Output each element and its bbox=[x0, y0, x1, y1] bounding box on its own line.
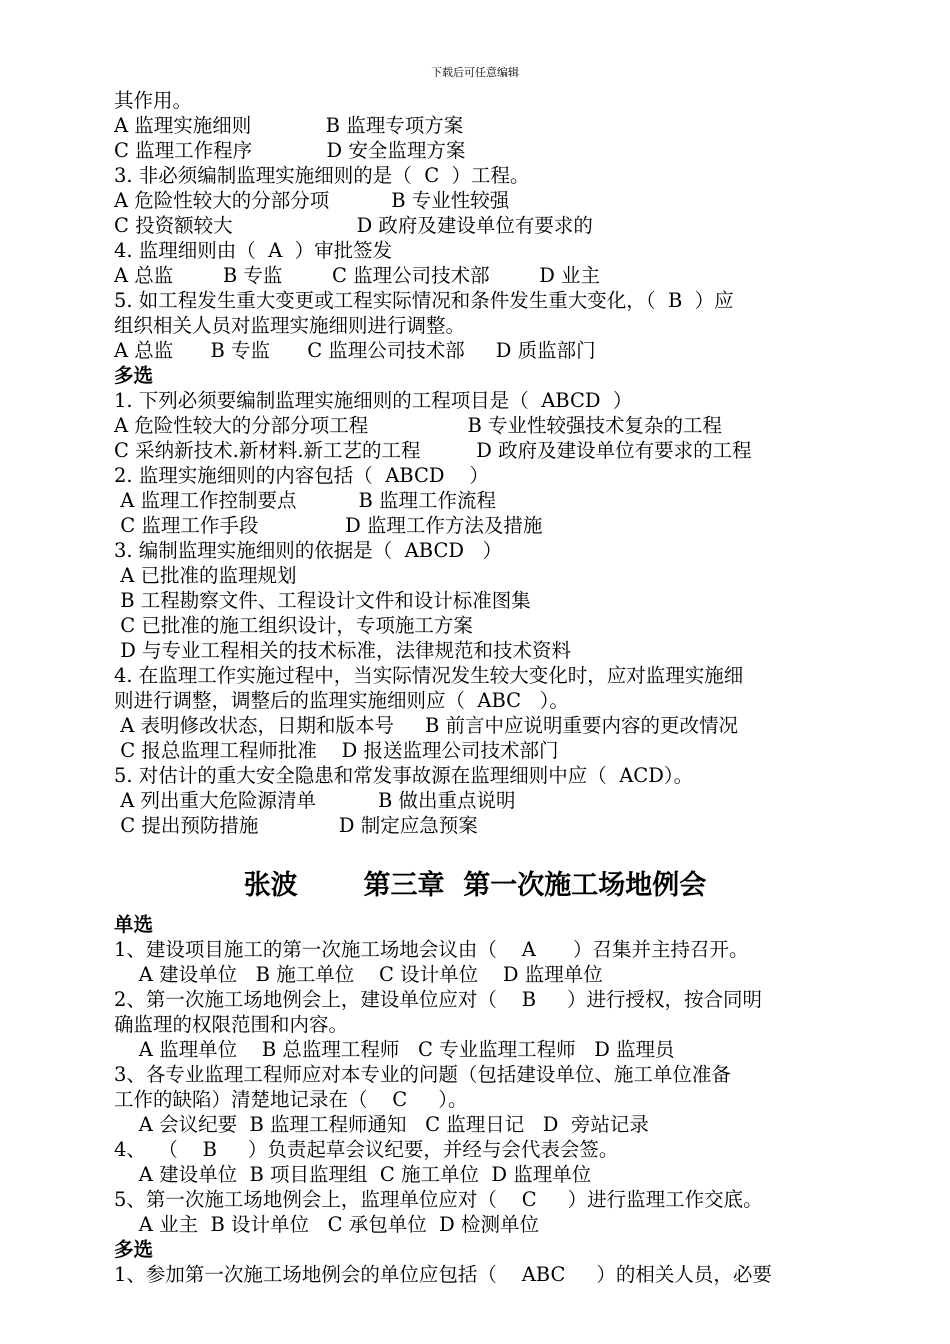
option-line: C 采纳新技术.新材料.新工艺的工程 D 政府及建设单位有要求的工程 bbox=[114, 439, 752, 462]
section-heading-single: 单选 bbox=[114, 913, 154, 936]
text-line: 其作用。 bbox=[114, 89, 193, 112]
question-line: 3. 编制监理实施细则的依据是（ ABCD ） bbox=[114, 539, 503, 562]
question-line: 1、参加第一次施工场地例会的单位应包括（ ABC ）的相关人员，必要 bbox=[114, 1263, 772, 1286]
option-line: D 与专业工程相关的技术标准，法律规范和技术资料 bbox=[114, 639, 572, 662]
option-line: C 监理工作程序 D 安全监理方案 bbox=[114, 139, 466, 162]
option-line: A 会议纪要 B 监理工程师通知 C 监理日记 D 旁站记录 bbox=[114, 1113, 649, 1136]
question-line: 组织相关人员对监理实施细则进行调整。 bbox=[114, 314, 466, 337]
question-line: 4. 监理细则由（ A ）审批签发 bbox=[114, 239, 393, 262]
option-line: C 提出预防措施 D 制定应急预案 bbox=[114, 814, 478, 837]
question-line: 3、各专业监理工程师应对本专业的问题（包括建设单位、施工单位准备 bbox=[114, 1063, 731, 1086]
question-line: 则进行调整，调整后的监理实施细则应（ ABC ）。 bbox=[114, 689, 569, 712]
question-line: 1、建设项目施工的第一次施工场地会议由（ A ）召集并主持召开。 bbox=[114, 938, 749, 961]
question-line: 工作的缺陷）清楚地记录在（ C ）。 bbox=[114, 1088, 468, 1111]
option-line: B 工程勘察文件、工程设计文件和设计标准图集 bbox=[114, 589, 531, 612]
option-line: A 建设单位 B 项目监理组 C 施工单位 D 监理单位 bbox=[114, 1163, 592, 1186]
section-heading-multi: 多选 bbox=[114, 364, 154, 387]
option-line: A 监理实施细则 B 监理专项方案 bbox=[114, 114, 464, 137]
option-line: A 总监 B 专监 C 监理公司技术部 D 业主 bbox=[114, 264, 601, 287]
question-line: 3. 非必须编制监理实施细则的是（ C ）工程。 bbox=[114, 164, 530, 187]
question-line: 4、 （ B ）负责起草会议纪要，并经与会代表会签。 bbox=[114, 1138, 619, 1161]
question-line: 确监理的权限范围和内容。 bbox=[114, 1013, 349, 1036]
option-line: A 危险性较大的分部分项 B 专业性较强 bbox=[114, 189, 510, 212]
section-heading-multi: 多选 bbox=[114, 1238, 154, 1261]
question-line: 2. 监理实施细则的内容包括（ ABCD ） bbox=[114, 464, 489, 487]
option-line: A 监理工作控制要点 B 监理工作流程 bbox=[114, 489, 496, 512]
option-line: A 表明修改状态，日期和版本号 B 前言中应说明重要内容的更改情况 bbox=[114, 714, 739, 737]
option-line: C 监理工作手段 D 监理工作方法及措施 bbox=[114, 514, 543, 537]
option-line: A 列出重大危险源清单 B 做出重点说明 bbox=[114, 789, 516, 812]
question-line: 1. 下列必须要编制监理实施细则的工程项目是（ ABCD ） bbox=[114, 389, 633, 412]
page-header: 下载后可任意编辑 bbox=[431, 66, 519, 79]
question-line: 4. 在监理工作实施过程中，当实际情况发生较大变化时，应对监理实施细 bbox=[114, 664, 744, 687]
option-line: A 已批准的监理规划 bbox=[114, 564, 297, 587]
option-line: A 监理单位 B 总监理工程师 C 专业监理工程师 D 监理员 bbox=[114, 1038, 675, 1061]
option-line: A 总监 B 专监 C 监理公司技术部 D 质监部门 bbox=[114, 339, 596, 362]
option-line: A 业主 B 设计单位 C 承包单位 D 检测单位 bbox=[114, 1213, 539, 1236]
question-line: 2、第一次施工场地例会上，建设单位应对（ B ）进行授权，按合同明 bbox=[114, 988, 763, 1011]
option-line: C 报总监理工程师批准 D 报送监理公司技术部门 bbox=[114, 739, 559, 762]
option-line: C 投资额较大 D 政府及建设单位有要求的 bbox=[114, 214, 593, 237]
option-line: C 已批准的施工组织设计，专项施工方案 bbox=[114, 614, 473, 637]
question-line: 5、第一次施工场地例会上，监理单位应对（ C ）进行监理工作交底。 bbox=[114, 1188, 763, 1211]
question-line: 5. 如工程发生重大变更或工程实际情况和条件发生重大变化，（ B ）应 bbox=[114, 289, 734, 312]
question-line: 5. 对估计的重大安全隐患和常发事故源在监理细则中应（ ACD）。 bbox=[114, 764, 694, 787]
option-line: A 危险性较大的分部分项工程 B 专业性较强技术复杂的工程 bbox=[114, 414, 722, 437]
option-line: A 建设单位 B 施工单位 C 设计单位 D 监理单位 bbox=[114, 963, 603, 986]
chapter-title: 张波 第三章 第一次施工场地例会 bbox=[243, 870, 707, 901]
